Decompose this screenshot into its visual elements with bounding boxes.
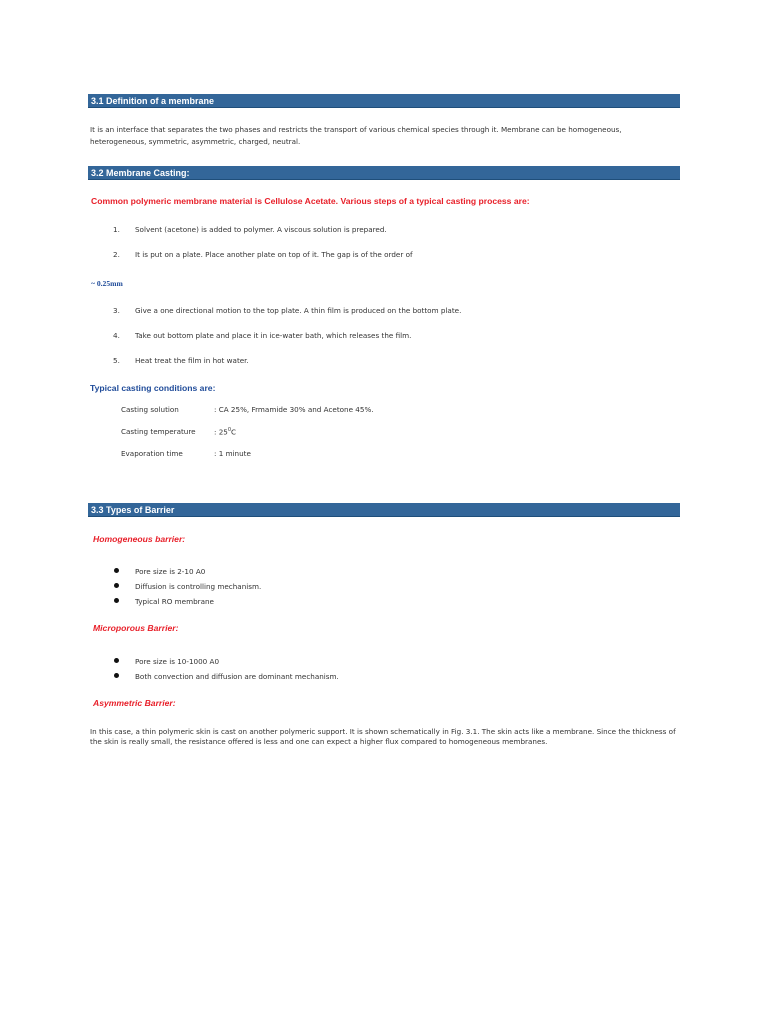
definition-paragraph: It is an interface that separates the two phases and restricts the transport of various chemical species through it. Membrane can be homogeneous, heterogeneous, symmetric, asymmetric, charged, neutral. — [90, 125, 622, 146]
asymmetric-barrier-title: Asymmetric Barrier: — [93, 698, 176, 708]
casting-intro: Common polymeric membrane material is Cellulose Acetate. Various steps of a typical casting process are: — [91, 196, 530, 206]
bullet-icon — [114, 568, 119, 573]
bullet-icon — [114, 658, 119, 663]
section-heading-barrier-types: 3.3 Types of Barrier — [88, 503, 680, 517]
step-number: 5. — [113, 356, 120, 365]
step-number: 3. — [113, 306, 120, 315]
step-text: Solvent (acetone) is added to polymer. A viscous solution is prepared. — [135, 225, 387, 234]
step-text: It is put on a plate. Place another plate on top of it. The gap is of the order of — [135, 250, 413, 259]
condition-value-temperature — [214, 427, 236, 436]
degree-superscript: 0 — [227, 427, 232, 433]
step-text: Heat treat the film in hot water. — [135, 356, 249, 365]
bullet-icon — [114, 673, 119, 678]
bullet-icon — [114, 583, 119, 588]
condition-label: Casting temperature — [121, 427, 196, 436]
homogeneous-barrier-title: Homogeneous barrier: — [93, 534, 186, 544]
temperature-value: : 25 — [214, 427, 228, 437]
condition-value: : CA 25%, Frmamide 30% and Acetone 45%. — [214, 405, 374, 414]
asymmetric-paragraph: In this case, a thin polymeric skin is cast on another polymeric support. It is shown schematically in Fig. 3.1. The skin acts like a membrane. Since the thickness of the skin is really small, the resistance offered is less and one can expect a higher flux compared to homogeneous membranes. — [90, 727, 676, 746]
list-item: Diffusion is controlling mechanism. — [135, 582, 262, 591]
step-text: Take out bottom plate and place it in ice-water bath, which releases the film. — [135, 331, 412, 340]
temperature-unit: C — [231, 427, 237, 437]
microporous-barrier-title: Microporous Barrier: — [93, 623, 179, 633]
section-heading-definition: 3.1 Definition of a membrane — [88, 94, 680, 108]
step-number: 2. — [113, 250, 120, 259]
step-number: 4. — [113, 331, 120, 340]
list-item: Both convection and diffusion are dominant mechanism. — [135, 672, 339, 681]
section-heading-casting: 3.2 Membrane Casting: — [88, 166, 680, 180]
list-item: Pore size is 10-1000 A0 — [135, 657, 220, 666]
list-item: Pore size is 2-10 A0 — [135, 567, 206, 576]
condition-label: Evaporation time — [121, 449, 183, 458]
condition-label: Casting solution — [121, 405, 179, 414]
list-item: Typical RO membrane — [135, 597, 214, 606]
gap-value: ~ 0.25mm — [91, 279, 123, 288]
condition-value: : 1 minute — [214, 449, 251, 458]
casting-conditions-heading: Typical casting conditions are: — [90, 383, 216, 393]
step-number: 1. — [113, 225, 120, 234]
step-text: Give a one directional motion to the top plate. A thin film is produced on the bottom plate. — [135, 306, 462, 315]
bullet-icon — [114, 598, 119, 603]
